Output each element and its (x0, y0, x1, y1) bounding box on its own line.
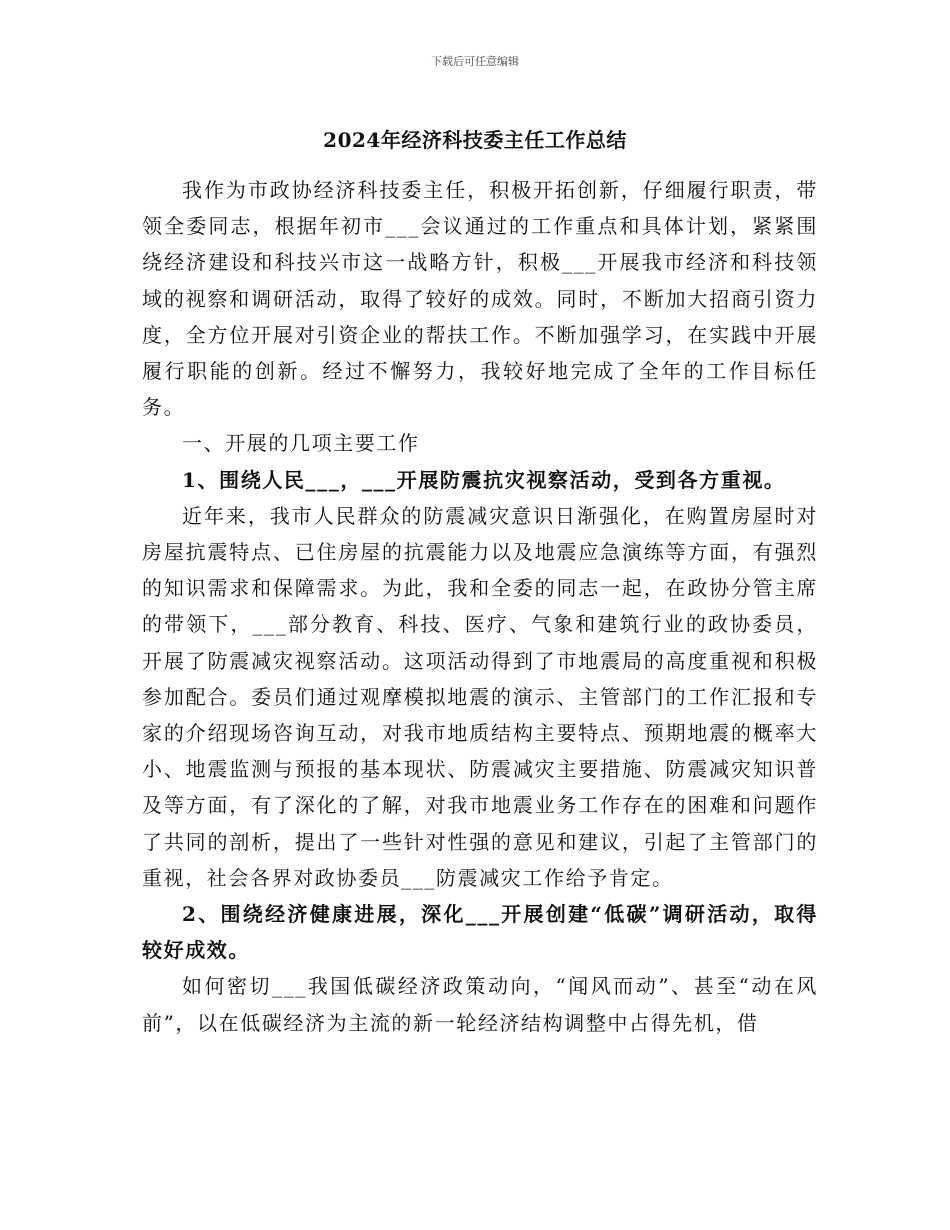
section-heading: 一、开展的几项主要工作 (182, 431, 420, 456)
document-body (142, 172, 818, 1041)
item-2-paragraph: 如何密切___我国低碳经济政策动向，“闻风而动”、甚至“动在风前”，以在低碳经济为主流的新一轮经济结构调整中占得先机，借 (142, 974, 818, 1035)
item-1-heading: 1、围绕人民___，___开展防震抗灾视察活动，受到各方重视。 (182, 467, 786, 492)
intro-paragraph: 我作为市政协经济科技委主任，积极开拓创新，仔细履行职责，带领全委同志，根据年初市___会议通过的工作重点和具体计划，紧紧围绕经济建设和科技兴市这一战略方针，积极___开展我市经济和科技领域的视察和调研活动，取得了较好的成效。同时，不断加大招商引资力度，全方位开展对引资企业的帮扶工作。不断加强学习，在实践中开展履行职能的创新。经过不懈努力，我较好地完成了全年的工作目标任务。 (142, 178, 818, 420)
document-title: 2024年经济科技委主任工作总结 (323, 128, 627, 152)
item-2-heading: 2、围绕经济健康进展，深化___开展创建“低碳”调研活动，取得较好成效。 (142, 902, 818, 963)
header-note: 下载后可任意编辑 (431, 55, 519, 68)
item-1-paragraph: 近年来，我市人民群众的防震减灾意识日渐强化，在购置房屋时对房屋抗震特点、已住房屋的抗震能力以及地震应急演练等方面，有强烈的知识需求和保障需求。为此，我和全委的同志一起，在政协分管主席的带领下，___部分教育、科技、医疗、气象和建筑行业的政协委员，开展了防震减灾视察活动。这项活动得到了市地震局的高度重视和积极参加配合。委员们通过观摩模拟地震的演示、主管部门的工作汇报和专家的介绍现场咨询互动，对我市地质结构主要特点、预期地震的概率大小、地震监测与预报的基本现状、防震减灾主要措施、防震减灾知识普及等方面，有了深化的了解，对我市地震业务工作存在的困难和问题作了共同的剖析，提出了一些针对性强的意见和建议，引起了主管部门的重视，社会各界对政协委员___防震减灾工作给予肯定。 (142, 503, 818, 890)
